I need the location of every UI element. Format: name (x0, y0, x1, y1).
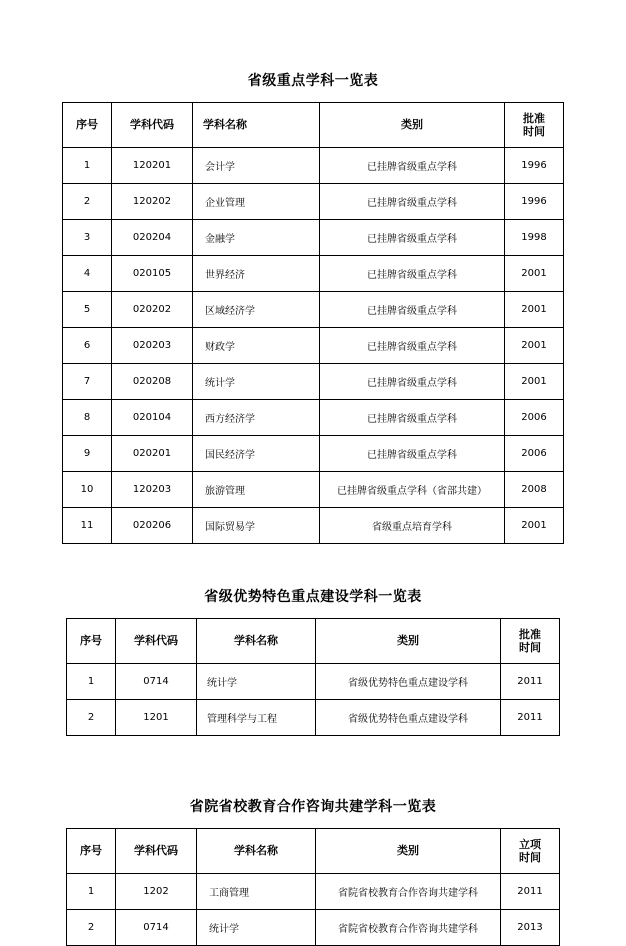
table-header-row (63, 103, 564, 148)
cell-category: 已挂牌省级重点学科 (320, 292, 505, 328)
cell-category: 已挂牌省级重点学科 (320, 436, 505, 472)
column-header-time-line2: 时间 (519, 851, 541, 864)
section-advantage-disciplines (0, 544, 626, 736)
cell-name: 财政学 (193, 328, 320, 364)
cell-name: 国民经济学 (193, 436, 320, 472)
column-header-name: 学科名称 (197, 829, 316, 874)
cell-name: 管理科学与工程 (197, 700, 316, 736)
column-header-time (505, 103, 564, 148)
cell-index: 3 (63, 220, 112, 256)
cell-code: 020206 (112, 508, 193, 544)
cell-index: 1 (67, 664, 116, 700)
cell-index: 2 (67, 700, 116, 736)
cell-time: 2001 (505, 508, 564, 544)
column-header-index: 序号 (67, 829, 116, 874)
cell-time: 2001 (505, 256, 564, 292)
table-row (67, 910, 560, 946)
cell-category: 省院省校教育合作咨询共建学科 (316, 910, 501, 946)
cell-index: 4 (63, 256, 112, 292)
cell-code: 020202 (112, 292, 193, 328)
cell-name: 区域经济学 (193, 292, 320, 328)
cell-code: 120203 (112, 472, 193, 508)
table-row (63, 436, 564, 472)
cell-code: 020204 (112, 220, 193, 256)
column-header-code: 学科代码 (116, 829, 197, 874)
cell-name: 统计学 (193, 364, 320, 400)
cell-name: 统计学 (197, 910, 316, 946)
cell-name: 企业管理 (193, 184, 320, 220)
table-body (67, 664, 560, 736)
cell-code: 020203 (112, 328, 193, 364)
table-header-row (67, 829, 560, 874)
table-row (63, 184, 564, 220)
cell-code: 120202 (112, 184, 193, 220)
page-title-2: 省级优势特色重点建设学科一览表 (204, 589, 422, 605)
column-header-category: 类别 (320, 103, 505, 148)
cell-name: 旅游管理 (193, 472, 320, 508)
cell-code: 020105 (112, 256, 193, 292)
table-header (67, 829, 560, 874)
table-row (67, 874, 560, 910)
cell-category: 已挂牌省级重点学科 (320, 220, 505, 256)
cell-time: 2013 (501, 910, 560, 946)
column-header-index: 序号 (67, 619, 116, 664)
cell-index: 10 (63, 472, 112, 508)
page-title-3: 省院省校教育合作咨询共建学科一览表 (189, 799, 437, 815)
table-advantage-disciplines (66, 618, 560, 736)
cell-name: 会计学 (193, 148, 320, 184)
cell-code: 1202 (116, 874, 197, 910)
cell-code: 0714 (116, 664, 197, 700)
cell-name: 西方经济学 (193, 400, 320, 436)
cell-category: 省级重点培育学科 (320, 508, 505, 544)
cell-index: 2 (63, 184, 112, 220)
cell-index: 1 (67, 874, 116, 910)
table-provincial-key-disciplines (62, 102, 564, 544)
cell-time: 2006 (505, 436, 564, 472)
table-row (63, 292, 564, 328)
column-header-time-line1: 批准 (519, 628, 541, 641)
table-row (63, 148, 564, 184)
table-header (67, 619, 560, 664)
column-header-code: 学科代码 (116, 619, 197, 664)
cell-code: 1201 (116, 700, 197, 736)
cell-category: 已挂牌省级重点学科 (320, 400, 505, 436)
table-row (63, 508, 564, 544)
table-cooperative-disciplines (66, 828, 560, 946)
table-row (63, 364, 564, 400)
cell-time: 2001 (505, 292, 564, 328)
cell-name: 金融学 (193, 220, 320, 256)
cell-category: 已挂牌省级重点学科 (320, 364, 505, 400)
cell-category: 已挂牌省级重点学科 (320, 256, 505, 292)
cell-time: 1998 (505, 220, 564, 256)
cell-category: 省院省校教育合作咨询共建学科 (316, 874, 501, 910)
cell-time: 2011 (501, 664, 560, 700)
table-row (67, 700, 560, 736)
cell-index: 11 (63, 508, 112, 544)
cell-index: 9 (63, 436, 112, 472)
cell-category: 已挂牌省级重点学科 (320, 148, 505, 184)
column-header-time-line1: 立项 (519, 838, 541, 851)
cell-time: 2006 (505, 400, 564, 436)
column-header-code: 学科代码 (112, 103, 193, 148)
cell-time: 2011 (501, 700, 560, 736)
table-row (63, 328, 564, 364)
table-row (63, 472, 564, 508)
column-header-name: 学科名称 (193, 103, 320, 148)
cell-name: 工商管理 (197, 874, 316, 910)
section-cooperative-disciplines (0, 736, 626, 946)
table-body (63, 148, 564, 544)
table-header (63, 103, 564, 148)
column-header-index: 序号 (63, 103, 112, 148)
cell-category: 省级优势特色重点建设学科 (316, 700, 501, 736)
cell-code: 020208 (112, 364, 193, 400)
column-header-name: 学科名称 (197, 619, 316, 664)
cell-category: 省级优势特色重点建设学科 (316, 664, 501, 700)
column-header-time (501, 829, 560, 874)
column-header-category: 类别 (316, 619, 501, 664)
cell-time: 1996 (505, 148, 564, 184)
column-header-time-line2: 时间 (519, 641, 541, 654)
table-body (67, 874, 560, 946)
cell-category: 已挂牌省级重点学科 (320, 184, 505, 220)
column-header-time (501, 619, 560, 664)
cell-category: 已挂牌省级重点学科 (320, 328, 505, 364)
cell-code: 120201 (112, 148, 193, 184)
column-header-time-line2: 时间 (523, 125, 545, 138)
column-header-category: 类别 (316, 829, 501, 874)
cell-time: 1996 (505, 184, 564, 220)
cell-time: 2001 (505, 328, 564, 364)
table-row (63, 256, 564, 292)
cell-time: 2008 (505, 472, 564, 508)
cell-code: 020201 (112, 436, 193, 472)
cell-index: 1 (63, 148, 112, 184)
cell-code: 0714 (116, 910, 197, 946)
cell-index: 8 (63, 400, 112, 436)
cell-index: 5 (63, 292, 112, 328)
cell-index: 7 (63, 364, 112, 400)
cell-category: 已挂牌省级重点学科（省部共建） (320, 472, 505, 508)
cell-index: 6 (63, 328, 112, 364)
cell-time: 2011 (501, 874, 560, 910)
table-row (67, 664, 560, 700)
cell-name: 统计学 (197, 664, 316, 700)
cell-name: 世界经济 (193, 256, 320, 292)
cell-code: 020104 (112, 400, 193, 436)
table-header-row (67, 619, 560, 664)
page-title-1: 省级重点学科一览表 (247, 73, 379, 89)
cell-time: 2001 (505, 364, 564, 400)
column-header-time-line1: 批准 (523, 112, 545, 125)
table-row (63, 400, 564, 436)
table-row (63, 220, 564, 256)
cell-name: 国际贸易学 (193, 508, 320, 544)
cell-index: 2 (67, 910, 116, 946)
